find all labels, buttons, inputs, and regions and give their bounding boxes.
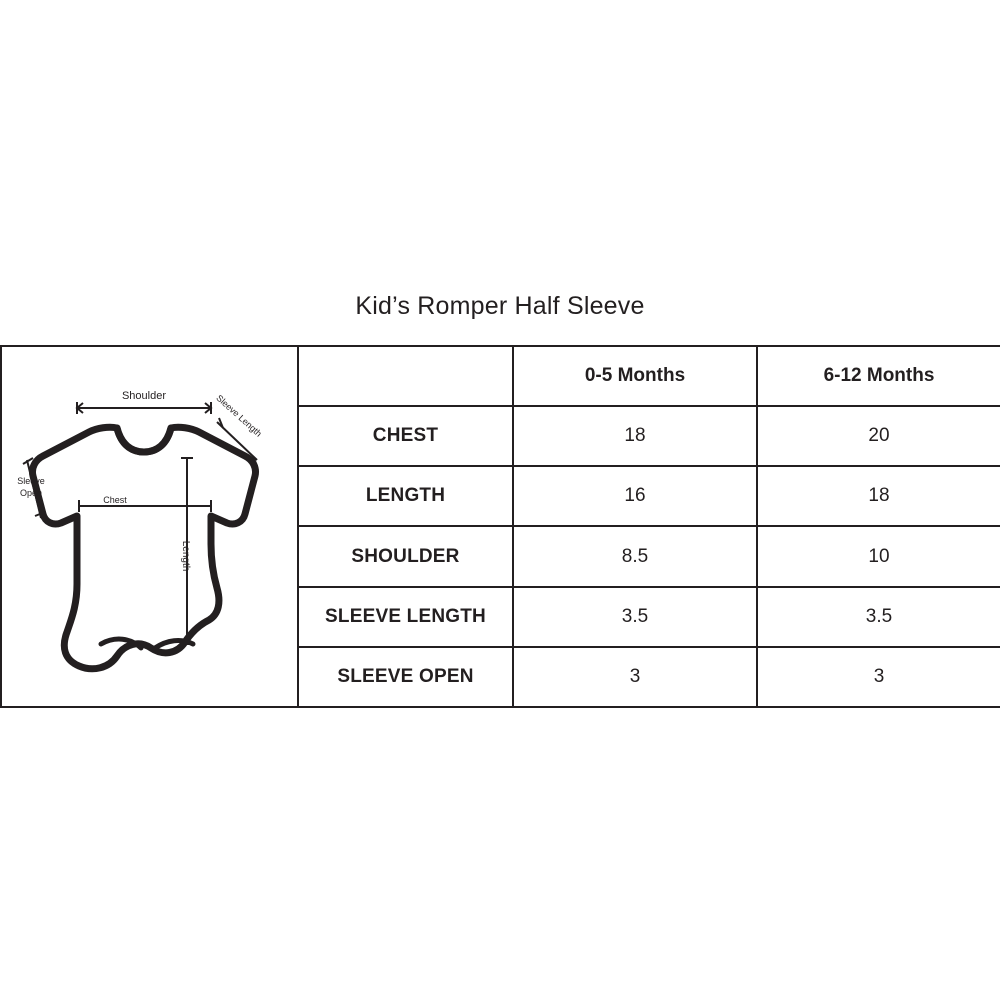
row-label-sleeve-open: SLEEVE OPEN <box>298 647 513 707</box>
row-label-shoulder: SHOULDER <box>298 526 513 586</box>
romper-illustration-cell <box>1 346 298 707</box>
cell-length-0-5: 16 <box>513 466 757 526</box>
cell-shoulder-6-12: 10 <box>757 526 1000 586</box>
label-sleeve-open-line1: Sleeve <box>16 475 45 486</box>
size-chart-table <box>0 345 1000 708</box>
cell-chest-0-5: 18 <box>513 406 757 466</box>
label-shoulder: Shoulder <box>121 389 166 402</box>
romper-measurement-icon <box>5 348 295 706</box>
page-title: Kid’s Romper Half Sleeve <box>355 292 645 320</box>
size-chart-container <box>0 345 1000 708</box>
cell-sleeve-length-6-12: 3.5 <box>757 587 1000 647</box>
label-sleeve-length: Sleeve Length <box>213 392 264 439</box>
row-label-sleeve-length: SLEEVE LENGTH <box>298 587 513 647</box>
cell-sleeve-length-0-5: 3.5 <box>513 587 757 647</box>
label-sleeve-open-line2: Open <box>19 487 42 498</box>
header-blank-cell <box>298 346 513 406</box>
label-length: Length <box>179 540 191 571</box>
header-size-0-5-months: 0-5 Months <box>513 346 757 406</box>
cell-sleeve-open-6-12: 3 <box>757 647 1000 707</box>
cell-chest-6-12: 20 <box>757 406 1000 466</box>
table-row-header <box>1 346 1000 406</box>
cell-sleeve-open-0-5: 3 <box>513 647 757 707</box>
header-size-6-12-months: 6-12 Months <box>757 346 1000 406</box>
row-label-length: LENGTH <box>298 466 513 526</box>
row-label-chest: CHEST <box>298 406 513 466</box>
cell-shoulder-0-5: 8.5 <box>513 526 757 586</box>
cell-length-6-12: 18 <box>757 466 1000 526</box>
label-chest: Chest <box>102 494 127 505</box>
